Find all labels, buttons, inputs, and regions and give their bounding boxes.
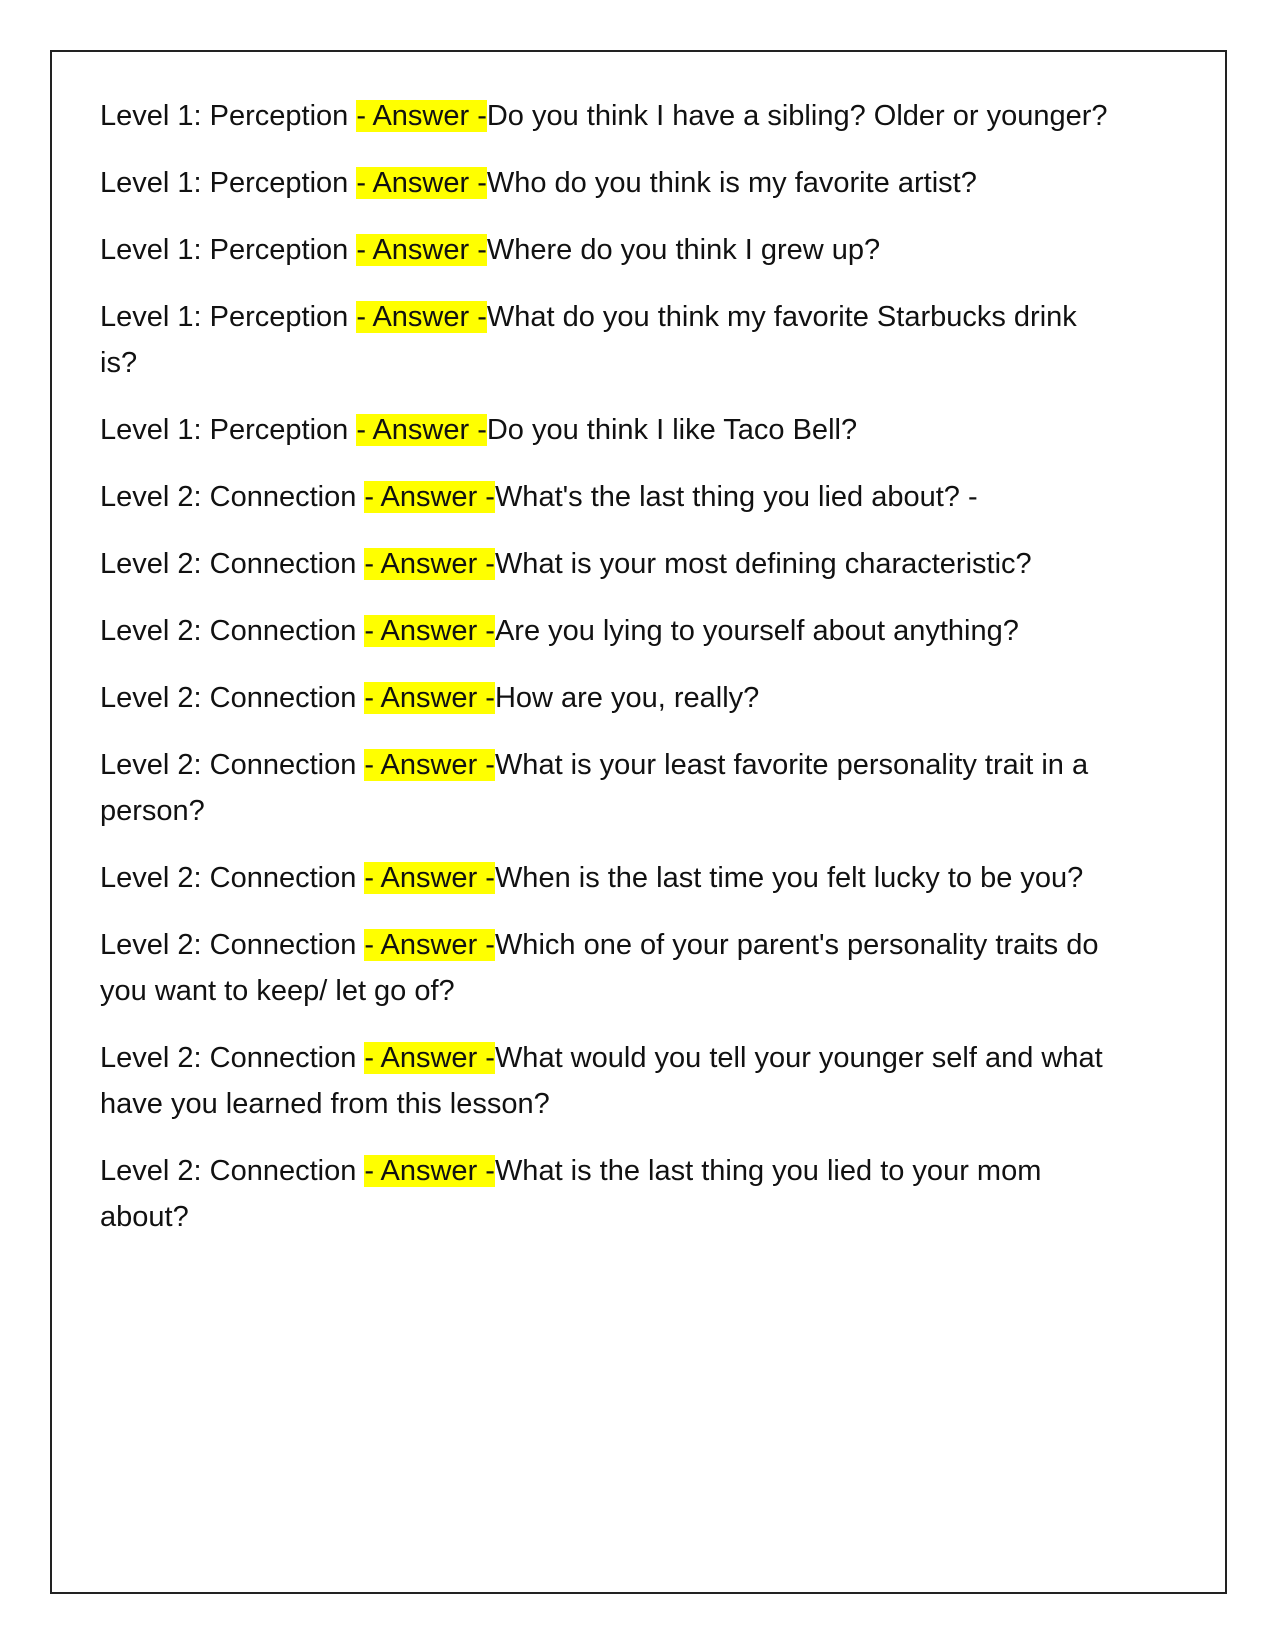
list-item — [100, 160, 1120, 206]
question-text: Who do you think is my favorite artist? — [486, 167, 977, 199]
level-label: Level 2: Connection — [100, 548, 365, 580]
answer-highlight: - Answer - — [364, 862, 495, 894]
list-item — [100, 541, 1120, 587]
level-label: Level 1: Perception — [100, 414, 357, 446]
question-text: What is the last thing you lied to your mom about? — [100, 1155, 1042, 1233]
list-item — [100, 227, 1120, 273]
list-item — [100, 1035, 1120, 1127]
level-label: Level 1: Perception — [100, 301, 357, 333]
answer-highlight: - Answer - — [364, 615, 495, 647]
answer-highlight: - Answer - — [356, 167, 487, 199]
question-text: What would you tell your younger self and what have you learned from this lesson? — [100, 1042, 1103, 1120]
level-label: Level 2: Connection — [100, 481, 365, 513]
answer-highlight: - Answer - — [356, 301, 487, 333]
question-text: Which one of your parent's personality traits do you want to keep/ let go of? — [100, 929, 1099, 1007]
list-item — [100, 855, 1120, 901]
level-label: Level 2: Connection — [100, 1042, 365, 1074]
question-text: How are you, really? — [494, 682, 760, 714]
document-body — [100, 93, 1120, 1261]
answer-highlight: - Answer - — [364, 749, 495, 781]
list-item — [100, 474, 1120, 520]
answer-highlight: - Answer - — [356, 414, 487, 446]
question-text: What is your least favorite personality trait in a person? — [100, 749, 1089, 827]
question-text: Do you think I like Taco Bell? — [486, 414, 858, 446]
level-label: Level 2: Connection — [100, 862, 365, 894]
level-label: Level 2: Connection — [100, 929, 365, 961]
answer-highlight: - Answer - — [356, 100, 487, 132]
answer-highlight: - Answer - — [364, 929, 495, 961]
list-item — [100, 1148, 1120, 1240]
list-item — [100, 294, 1120, 386]
list-item — [100, 407, 1120, 453]
level-label: Level 2: Connection — [100, 1155, 365, 1187]
answer-highlight: - Answer - — [364, 481, 495, 513]
level-label: Level 2: Connection — [100, 615, 365, 647]
level-label: Level 2: Connection — [100, 682, 365, 714]
answer-highlight: - Answer - — [364, 1155, 495, 1187]
level-label: Level 1: Perception — [100, 100, 357, 132]
question-text: What do you think my favorite Starbucks drink is? — [100, 301, 1077, 379]
question-text: Where do you think I grew up? — [486, 234, 881, 266]
level-label: Level 2: Connection — [100, 749, 365, 781]
answer-highlight: - Answer - — [364, 1042, 495, 1074]
question-text: Are you lying to yourself about anything? — [494, 615, 1019, 647]
list-item — [100, 922, 1120, 1014]
list-item — [100, 675, 1120, 721]
question-text: What's the last thing you lied about? - — [494, 481, 978, 513]
level-label: Level 1: Perception — [100, 167, 357, 199]
level-label: Level 1: Perception — [100, 234, 357, 266]
question-text: What is your most defining characteristic? — [494, 548, 1032, 580]
list-item — [100, 93, 1120, 139]
list-item — [100, 742, 1120, 834]
answer-highlight: - Answer - — [364, 682, 495, 714]
question-text: When is the last time you felt lucky to be you? — [494, 862, 1084, 894]
answer-highlight: - Answer - — [356, 234, 487, 266]
list-item — [100, 608, 1120, 654]
question-text: Do you think I have a sibling? Older or younger? — [486, 100, 1108, 132]
answer-highlight: - Answer - — [364, 548, 495, 580]
